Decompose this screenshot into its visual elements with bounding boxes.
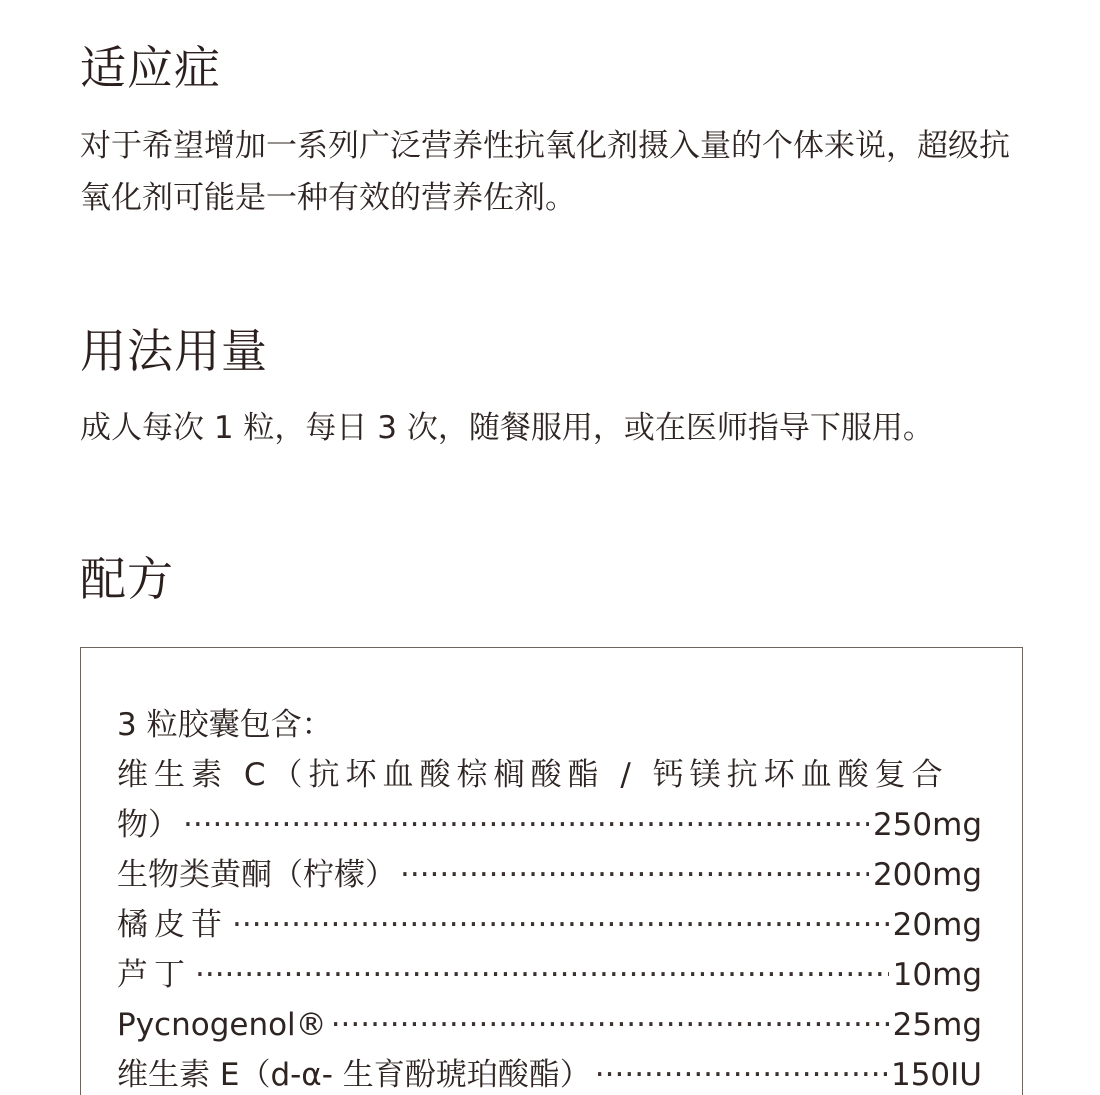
formula-item-name: 物） [117,807,179,843]
formula-heading: 配方 [80,552,174,606]
formula-item [117,850,982,900]
formula-intro [117,700,982,750]
formula-item [117,1000,982,1050]
leader-dots [195,950,889,1000]
formula-item-amount: 25mg [892,1007,982,1043]
formula-item-name: 维生素 C（抗坏血酸棕榈酸酯 / 钙镁抗坏血酸复合 [117,757,949,793]
leader-dots [595,1050,887,1095]
formula-item-amount: 20mg [892,907,982,943]
dosage-heading: 用法用量 [80,324,268,378]
leader-dots [400,850,869,900]
formula-item-name: 橘皮苷 [117,907,228,943]
formula-box [80,647,1023,1095]
formula-item-amount: 150IU [890,1057,982,1093]
formula-item-name: 芦丁 [117,957,191,993]
formula-item-name: Pycnogenol® [117,1007,327,1043]
indications-heading: 适应症 [80,41,221,95]
formula-item-name: 生物类黄酮（柠檬） [117,857,396,893]
formula-item [117,800,982,850]
formula-item [117,900,982,950]
formula-intro-text: 3 粒胶囊包含： [117,707,333,743]
formula-item [117,950,982,1000]
leader-dots [331,1000,889,1050]
formula-item-amount: 250mg [872,807,982,843]
formula-item-amount: 10mg [892,957,982,993]
formula-item-name: 维生素 E（d-α- 生育酚琥珀酸酯） [117,1057,591,1093]
indications-text: 对于希望增加一系列广泛营养性抗氧化剂摄入量的个体来说，超级抗氧化剂可能是一种有效的营养佐剂。 [80,128,1010,216]
formula-item-amount: 200mg [872,857,982,893]
leader-dots [183,800,869,850]
formula-item-line [117,750,982,800]
leader-dots [232,900,889,950]
dosage-text: 成人每次 1 粒，每日 3 次，随餐服用，或在医师指导下服用。 [80,410,934,446]
formula-item [117,1050,982,1095]
formula-list [117,700,982,1095]
